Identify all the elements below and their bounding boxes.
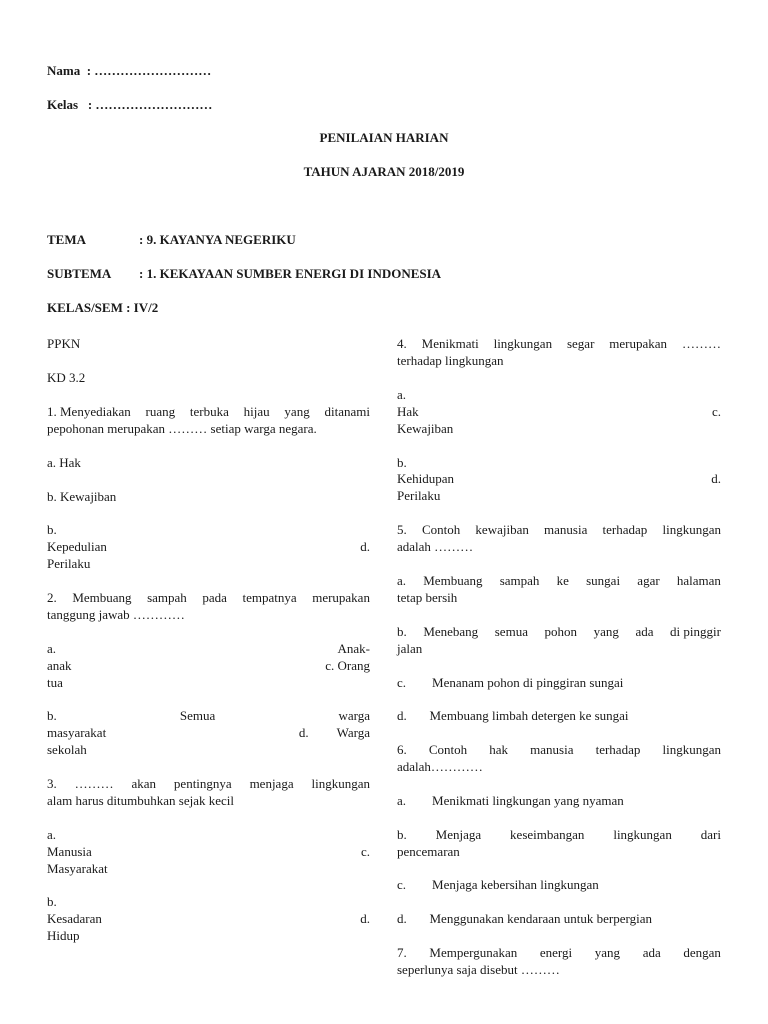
- question-3-line-1: [47, 775, 370, 792]
- option-text: Hak: [397, 404, 419, 419]
- q2-option-a-line-1: [47, 640, 370, 657]
- q6-word: manusia: [530, 742, 574, 757]
- question-2-line-2: tanggung jawab …………: [47, 607, 185, 622]
- option-letter: c.: [711, 404, 721, 419]
- q5-word: kewajiban: [475, 522, 529, 537]
- question-5-line-2: adalah ………: [397, 539, 474, 554]
- option-text: Menebang: [423, 624, 479, 639]
- q7-word: 7.: [397, 945, 407, 960]
- q7-word: Mempergunakan: [429, 945, 518, 960]
- q4-word: merupakan: [609, 336, 668, 351]
- q3-word: menjaga: [249, 776, 294, 791]
- q2-word: 2.: [47, 590, 57, 605]
- q4-option-b: b.: [397, 455, 407, 470]
- q6-option-d: d. Menggunakan kendaraan untuk berpergian: [397, 911, 652, 926]
- question-1-line-1: [47, 403, 370, 420]
- q6-word: terhadap: [595, 742, 641, 757]
- q3-word: ………: [74, 776, 114, 791]
- subtema-value: : 1. KEKAYAAN SUMBER ENERGI DI INDONESIA: [139, 266, 442, 281]
- q1-option-row: [47, 538, 370, 555]
- option-text: masyarakat: [47, 725, 107, 740]
- option-letter: d.: [360, 539, 370, 554]
- kd-label: KD 3.2: [47, 370, 86, 385]
- page-title: PENILAIAN HARIAN: [319, 130, 449, 145]
- q1-option-b-alt: b.: [47, 522, 57, 537]
- q5-word: manusia: [544, 522, 588, 537]
- option-text: Kehidupan: [397, 471, 455, 486]
- question-4-line-2: terhadap lingkungan: [397, 353, 504, 368]
- q3-option-d-text: Hidup: [47, 928, 80, 943]
- q1-word: yang: [284, 404, 310, 419]
- q3-word: 3.: [47, 776, 57, 791]
- left-column: [47, 0, 370, 1024]
- option-text: warga: [338, 708, 370, 723]
- option-text: Kesadaran: [47, 911, 102, 926]
- option-text: ada: [635, 624, 654, 639]
- question-2-line-1: [47, 589, 370, 606]
- q4-word: 4.: [397, 336, 407, 351]
- option-text: Manusia: [47, 844, 92, 859]
- q6-word: hak: [489, 742, 509, 757]
- q2-option-d-line-2: sekolah: [47, 742, 87, 757]
- q7-word: dengan: [683, 945, 721, 960]
- option-letter: b.: [397, 827, 407, 842]
- option-letter: a.: [397, 573, 407, 588]
- q4-word: Menikmati: [421, 336, 479, 351]
- q5-option-c: c. Menanam pohon di pinggiran sungai: [397, 675, 624, 690]
- q1-word: terbuka: [189, 404, 229, 419]
- q5-word: lingkungan: [662, 522, 721, 537]
- option-letter: b.: [47, 708, 57, 723]
- q1-word: hijau: [243, 404, 270, 419]
- q2-word: Membuang: [72, 590, 132, 605]
- q4-word: ………: [681, 336, 721, 351]
- q6-word: lingkungan: [662, 742, 721, 757]
- q3-word: akan: [131, 776, 157, 791]
- option-text: c. Orang: [325, 658, 370, 673]
- option-letter: c.: [360, 844, 370, 859]
- q2-word: tempatnya: [242, 590, 297, 605]
- q2-word: pada: [202, 590, 227, 605]
- option-text: Semua: [179, 708, 216, 723]
- q6-option-a: a. Menikmati lingkungan yang nyaman: [397, 793, 624, 808]
- q2-word: sampah: [147, 590, 187, 605]
- question-1-line-2: pepohonan merupakan ……… setiap warga negara.: [47, 421, 317, 436]
- q5-option-a-line-2: tetap bersih: [397, 590, 458, 605]
- q5-option-b-line-2: jalan: [397, 641, 423, 656]
- option-letter: d.: [298, 725, 309, 740]
- q1-option-a: a. Hak: [47, 455, 81, 470]
- option-text: Warga: [336, 725, 370, 740]
- right-column: [397, 0, 721, 1024]
- q4-option-a: a.: [397, 387, 407, 402]
- q2-word: merupakan: [312, 590, 370, 605]
- option-text: sungai: [586, 573, 621, 588]
- q3-word: pentingnya: [173, 776, 232, 791]
- option-letter: a.: [47, 641, 57, 656]
- option-letter: d.: [360, 911, 370, 926]
- q1-word: ditanami: [324, 404, 370, 419]
- q5-word: Contoh: [421, 522, 461, 537]
- question-3-line-2: alam harus ditumbuhkan sejak kecil: [47, 793, 235, 808]
- academic-year: TAHUN AJARAN 2018/2019: [303, 164, 465, 179]
- nama-label: Nama: [47, 63, 81, 78]
- kelas-semester: KELAS/SEM : IV/2: [47, 300, 159, 315]
- q2-option-c-line-2: tua: [47, 675, 63, 690]
- option-letter: d.: [711, 471, 721, 486]
- q4-option-d-text: Perilaku: [397, 488, 441, 503]
- q3-option-row-2: [47, 910, 370, 927]
- option-text: Anak-: [337, 641, 370, 656]
- question-6-line-1: [397, 741, 721, 758]
- question-7-line-1: [397, 944, 721, 961]
- subtema-label: SUBTEMA: [47, 266, 112, 281]
- option-text: agar: [637, 573, 660, 588]
- q3-word: lingkungan: [311, 776, 370, 791]
- q3-option-a: a.: [47, 827, 57, 842]
- kelas-value: : ………………………: [87, 97, 213, 112]
- question-7-line-2: seperlunya saja disebut ………: [397, 962, 560, 977]
- q4-word: segar: [566, 336, 595, 351]
- q5-option-d: d. Membuang limbah detergen ke sungai: [397, 708, 629, 723]
- option-text: dari: [700, 827, 721, 842]
- option-text: halaman: [676, 573, 721, 588]
- q2-option-b-line-2: [47, 724, 370, 741]
- q5-word: terhadap: [602, 522, 648, 537]
- option-text: pohon: [544, 624, 578, 639]
- q3-option-c-text: Masyarakat: [47, 861, 108, 876]
- q1-word: ruang: [145, 404, 176, 419]
- q6-option-c: c. Menjaga kebersihan lingkungan: [397, 877, 599, 892]
- q6-word: 6.: [397, 742, 407, 757]
- q7-word: energi: [539, 945, 573, 960]
- option-text: Kepedulian: [47, 539, 107, 554]
- q6-word: Contoh: [428, 742, 468, 757]
- q1-option-d-text: Perilaku: [47, 556, 91, 571]
- q1-word: 1. Menyediakan: [47, 404, 131, 419]
- question-6-line-2: adalah…………: [397, 759, 483, 774]
- tema-value: : 9. KAYANYA NEGERIKU: [139, 232, 296, 247]
- q6-option-b-line-1: [397, 826, 721, 843]
- q2-option-a-line-2: [47, 657, 370, 674]
- q4-word: lingkungan: [493, 336, 553, 351]
- q4-option-row-1: [397, 403, 721, 420]
- option-text: keseimbangan: [510, 827, 585, 842]
- q6-option-b-line-2: pencemaran: [397, 844, 460, 859]
- option-text: yang: [593, 624, 619, 639]
- option-text: semua: [494, 624, 528, 639]
- nama-value: : ………………………: [86, 63, 212, 78]
- kelas-label: Kelas: [47, 97, 79, 112]
- subject-label: PPKN: [47, 336, 81, 351]
- option-text: Membuang: [423, 573, 483, 588]
- q7-word: ada: [642, 945, 661, 960]
- q5-option-a-line-1: [397, 572, 721, 589]
- option-text: anak: [47, 658, 72, 673]
- q3-option-row-1: [47, 843, 370, 860]
- option-letter: b.: [397, 624, 407, 639]
- q3-option-b: b.: [47, 894, 57, 909]
- option-text: di pinggir: [670, 624, 721, 639]
- tema-label: TEMA: [47, 232, 86, 247]
- q1-option-b: b. Kewajiban: [47, 489, 117, 504]
- q5-option-b-line-1: [397, 623, 721, 640]
- option-text: sampah: [499, 573, 540, 588]
- option-text: Menjaga: [435, 827, 482, 842]
- option-text: lingkungan: [613, 827, 672, 842]
- q4-option-c-text: Kewajiban: [397, 421, 454, 436]
- option-text: ke: [556, 573, 569, 588]
- q7-word: yang: [594, 945, 621, 960]
- q5-word: 5.: [397, 522, 407, 537]
- q2-option-b-line-1: [47, 707, 370, 724]
- question-5-line-1: [397, 521, 721, 538]
- q4-option-row-2: [397, 470, 721, 487]
- question-4-line-1: [397, 335, 721, 352]
